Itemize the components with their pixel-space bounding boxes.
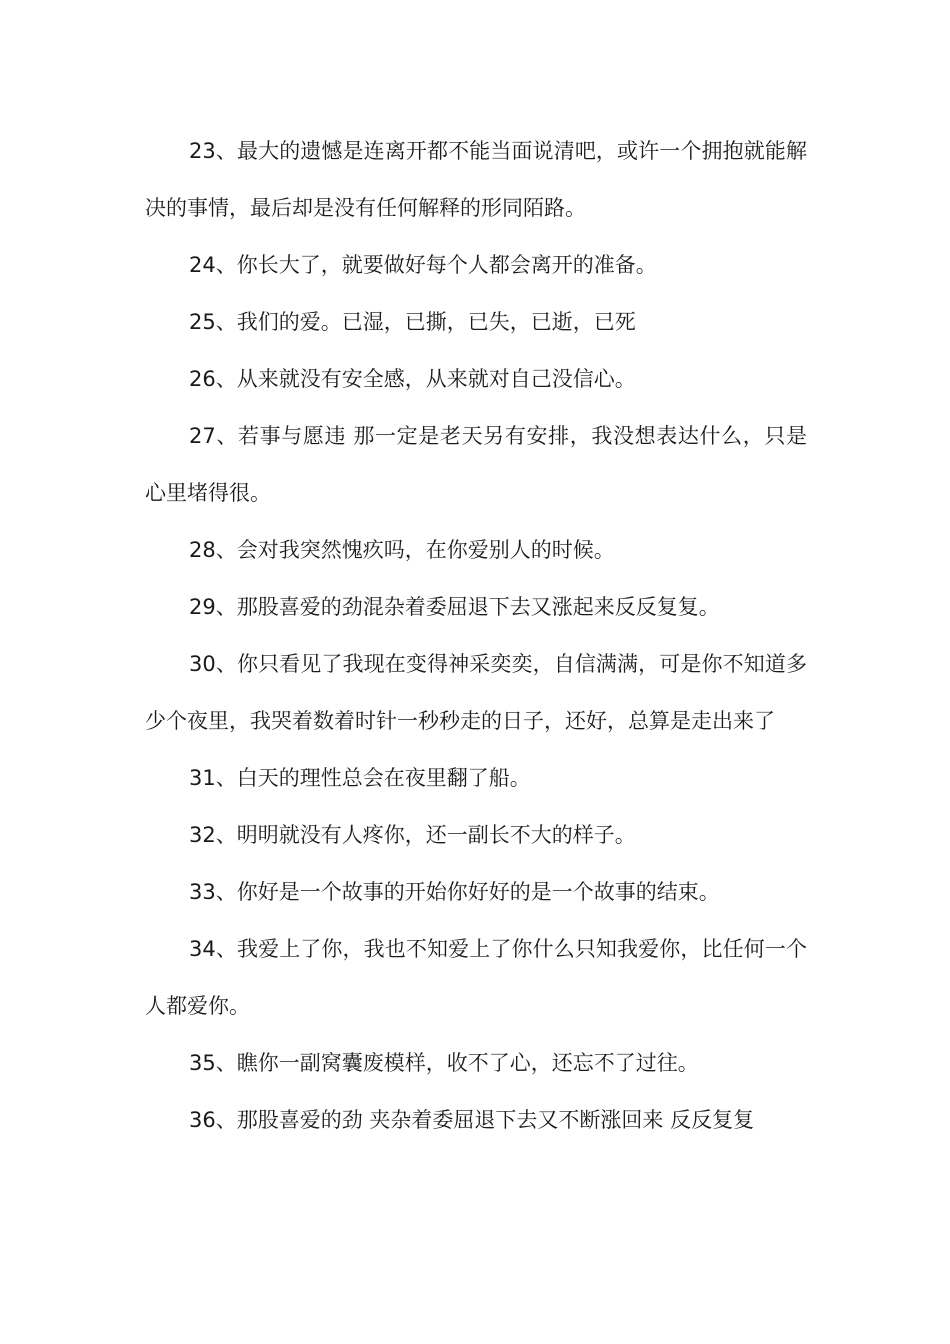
paragraph-23: 23、最大的遗憾是连离开都不能当面说清吧，或许一个拥抱就能解决的事情，最后却是没有任何解释的形同陌路。 xyxy=(145,139,807,220)
paragraph-27: 27、若事与愿违 那一定是老天另有安排，我没想表达什么，只是心里堵得很。 xyxy=(145,424,807,505)
paragraph-31: 31、白天的理性总会在夜里翻了船。 xyxy=(189,766,531,790)
paragraph-30: 30、你只看见了我现在变得神采奕奕，自信满满，可是你不知道多少个夜里，我哭着数着时针一秒秒走的日子，还好，总算是走出来了 xyxy=(145,652,807,733)
paragraph-33: 33、你好是一个故事的开始你好好的是一个故事的结束。 xyxy=(189,880,720,904)
paragraph-32: 32、明明就没有人疼你，还一副长不大的样子。 xyxy=(189,823,636,847)
paragraph-36: 36、那股喜爱的劲 夹杂着委屈退下去又不断涨回来 反反复复 xyxy=(189,1108,755,1132)
document-body xyxy=(145,123,807,1149)
paragraph-35: 35、瞧你一副窝囊废模样，收不了心，还忘不了过往。 xyxy=(189,1051,699,1075)
paragraph-26: 26、从来就没有安全感，从来就对自己没信心。 xyxy=(189,367,636,391)
paragraph-24: 24、你长大了，就要做好每个人都会离开的准备。 xyxy=(189,253,657,277)
paragraph-34: 34、我爱上了你，我也不知爱上了你什么只知我爱你，比任何一个人都爱你。 xyxy=(145,937,807,1018)
paragraph-25: 25、我们的爱。已湿，已撕，已失，已逝，已死 xyxy=(189,310,636,334)
paragraph-29: 29、那股喜爱的劲混杂着委屈退下去又涨起来反反复复。 xyxy=(189,595,720,619)
paragraph-28: 28、会对我突然愧疚吗，在你爱别人的时候。 xyxy=(189,538,615,562)
